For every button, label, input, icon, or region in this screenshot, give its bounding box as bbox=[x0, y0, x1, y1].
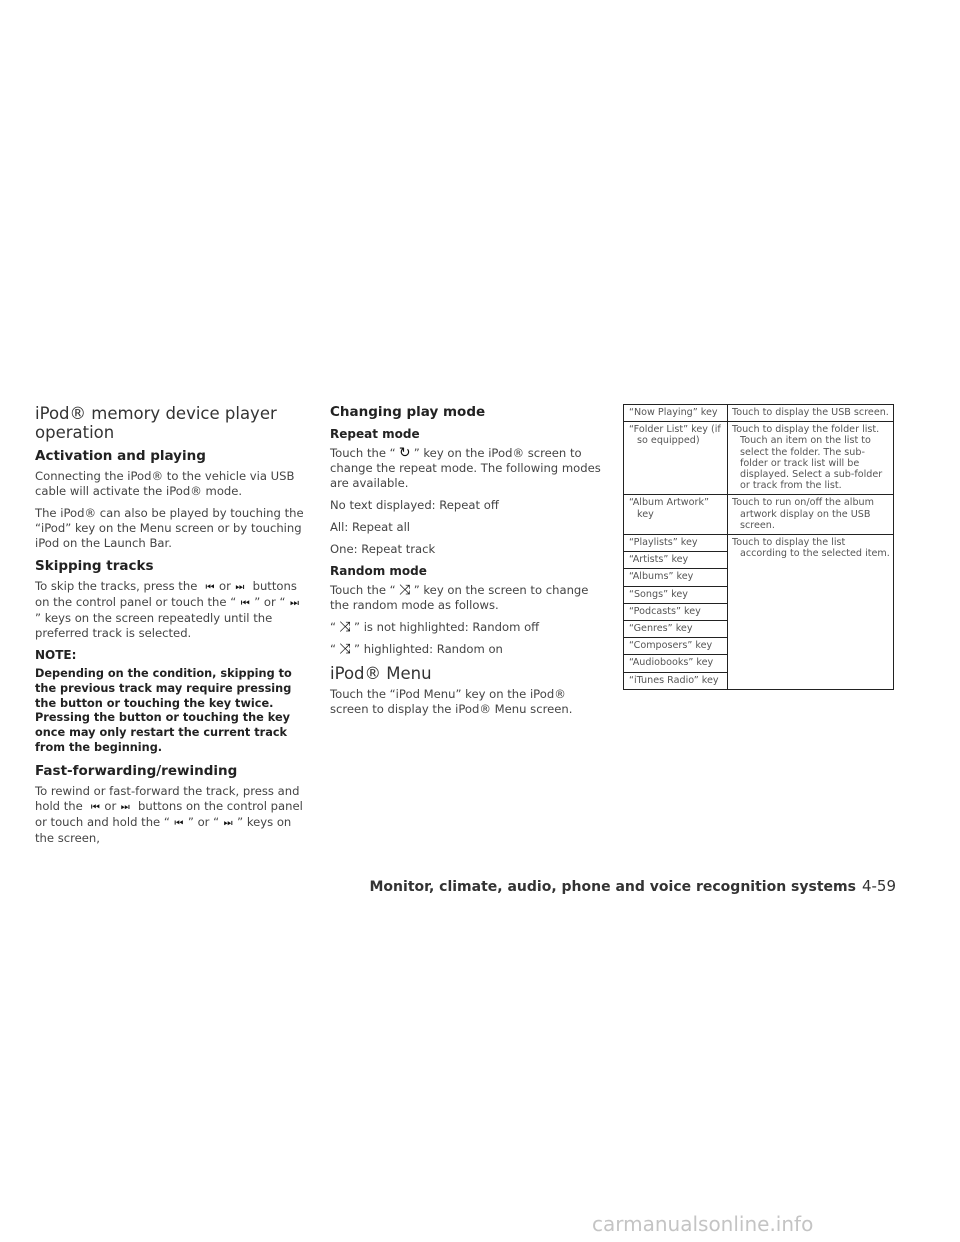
text: or bbox=[219, 579, 231, 593]
heading-activation: Activation and playing bbox=[35, 448, 206, 464]
text: buttons on the control panel or touch and hold the “ bbox=[35, 798, 303, 829]
table-key: “Albums” key bbox=[624, 569, 728, 586]
table-key bbox=[624, 495, 728, 535]
text: ” is not highlighted: Random off bbox=[354, 620, 540, 634]
table-key: “Now Playing” key bbox=[624, 405, 728, 422]
text: “Folder List” key (if so equipped) bbox=[629, 424, 721, 447]
shuffle-icon: ⤨ bbox=[339, 619, 351, 635]
previous-track-icon: ⏮ bbox=[205, 582, 215, 593]
table-desc bbox=[728, 405, 894, 422]
table-key: “Audiobooks” key bbox=[624, 655, 728, 672]
table-key: “Playlists” key bbox=[624, 535, 728, 552]
text: To skip the tracks, press the bbox=[35, 579, 198, 593]
text: buttons on the control panel or touch the “ bbox=[35, 579, 297, 609]
para-repeat bbox=[330, 446, 602, 491]
table-key bbox=[624, 422, 728, 495]
para-menu: The iPod® can also be played by touching the “iPod” key on the Menu screen or by touching iPod on the Launch Bar. bbox=[35, 506, 304, 550]
para-ff bbox=[35, 784, 308, 846]
previous-track-icon: ⏮ bbox=[90, 801, 100, 813]
text: “Album Artwork” key bbox=[629, 497, 709, 520]
middle-column bbox=[330, 404, 602, 724]
text: Touch to display the folder list. Touch an item on the list to select the folder. The sub-folder or track list will be displayed. Select a sub-folder or track from the list. bbox=[732, 424, 883, 492]
heading-ff-rewind: Fast-forwarding/rewinding bbox=[35, 762, 238, 779]
heading-play-mode: Changing play mode bbox=[330, 404, 486, 420]
text: Touch to display the list according to the selected item. bbox=[732, 537, 890, 560]
text: ” keys on the screen repeatedly until the preferred track is selected. bbox=[35, 611, 273, 640]
table-key bbox=[624, 672, 728, 689]
mode-all: All: Repeat all bbox=[330, 520, 411, 534]
shuffle-icon: ⤨ bbox=[399, 582, 411, 598]
table-key: “Genres” key bbox=[624, 621, 728, 638]
next-track-icon: ⏭ bbox=[120, 801, 130, 813]
ipod-menu-title: iPod® Menu bbox=[330, 664, 432, 683]
text: ” or “ bbox=[187, 814, 220, 829]
text: or bbox=[104, 798, 117, 813]
text: Touch to display the USB screen. bbox=[732, 407, 889, 418]
para-usb: Connecting the iPod® to the vehicle via USB cable will activate the iPod® mode. bbox=[35, 469, 295, 498]
table-desc bbox=[728, 535, 894, 690]
next-track-icon: ⏭ bbox=[289, 598, 299, 609]
mode-one: One: Repeat track bbox=[330, 542, 436, 556]
right-column bbox=[623, 404, 894, 690]
para-skip bbox=[35, 579, 308, 641]
text: “ bbox=[330, 642, 337, 656]
note-label: NOTE: bbox=[35, 648, 77, 662]
table-key: “Composers” key bbox=[624, 638, 728, 655]
text: Touch to run on/off the album artwork display on the USB screen. bbox=[732, 497, 874, 531]
random-off bbox=[330, 620, 602, 635]
note-text: Depending on the condition, skipping to the previous track may require pressing the button or touching the key twice. Pressing the button or touching the key once may only restart the current track from the beginning. bbox=[35, 667, 292, 754]
table-key: “Songs” key bbox=[624, 586, 728, 603]
text: ” key on the screen to change the random mode as follows. bbox=[330, 583, 589, 612]
text: “ bbox=[330, 620, 337, 634]
mode-off: No text displayed: Repeat off bbox=[330, 498, 499, 512]
text: Touch the “ bbox=[330, 446, 396, 460]
table-row bbox=[624, 422, 894, 495]
chapter-title: Monitor, climate, audio, phone and voice recognition systems bbox=[369, 879, 856, 895]
table-key: “Podcasts” key bbox=[624, 603, 728, 620]
text: ” or “ bbox=[254, 595, 286, 609]
random-on bbox=[330, 642, 602, 657]
heading-random: Random mode bbox=[330, 564, 427, 578]
watermark: carmanualsonline.info bbox=[592, 1212, 814, 1236]
heading-skipping: Skipping tracks bbox=[35, 558, 154, 574]
next-track-icon: ⏭ bbox=[235, 582, 245, 593]
ipod-menu-table bbox=[623, 404, 894, 690]
text: “iTunes Radio” key bbox=[629, 674, 719, 686]
text: ” key on the iPod® screen to change the repeat mode. The following modes are available. bbox=[330, 446, 601, 490]
heading-repeat: Repeat mode bbox=[330, 427, 420, 441]
text: ” keys on the screen, bbox=[35, 814, 292, 845]
next-track-icon: ⏭ bbox=[223, 817, 233, 829]
table-desc bbox=[728, 495, 894, 535]
left-column bbox=[35, 404, 308, 853]
text: Touch the “ bbox=[330, 583, 396, 597]
table-row bbox=[624, 535, 894, 552]
para-ipod-menu: Touch the “iPod Menu” key on the iPod® screen to display the iPod® Menu screen. bbox=[330, 687, 573, 716]
previous-track-icon: ⏮ bbox=[240, 598, 250, 609]
section-title: iPod® memory device player operation bbox=[35, 404, 277, 442]
repeat-icon: ↻ bbox=[398, 445, 411, 461]
shuffle-icon: ⤨ bbox=[339, 641, 351, 657]
text: ” highlighted: Random on bbox=[354, 642, 503, 656]
page-footer bbox=[0, 876, 896, 895]
page-number: 4-59 bbox=[861, 877, 896, 895]
previous-track-icon: ⏮ bbox=[174, 817, 184, 829]
text: To rewind or fast-forward the track, press and hold the bbox=[35, 783, 300, 813]
table-desc bbox=[728, 422, 894, 495]
table-row bbox=[624, 405, 894, 422]
table-key: “Artists” key bbox=[624, 552, 728, 569]
para-random bbox=[330, 583, 602, 613]
table-row bbox=[624, 495, 894, 535]
